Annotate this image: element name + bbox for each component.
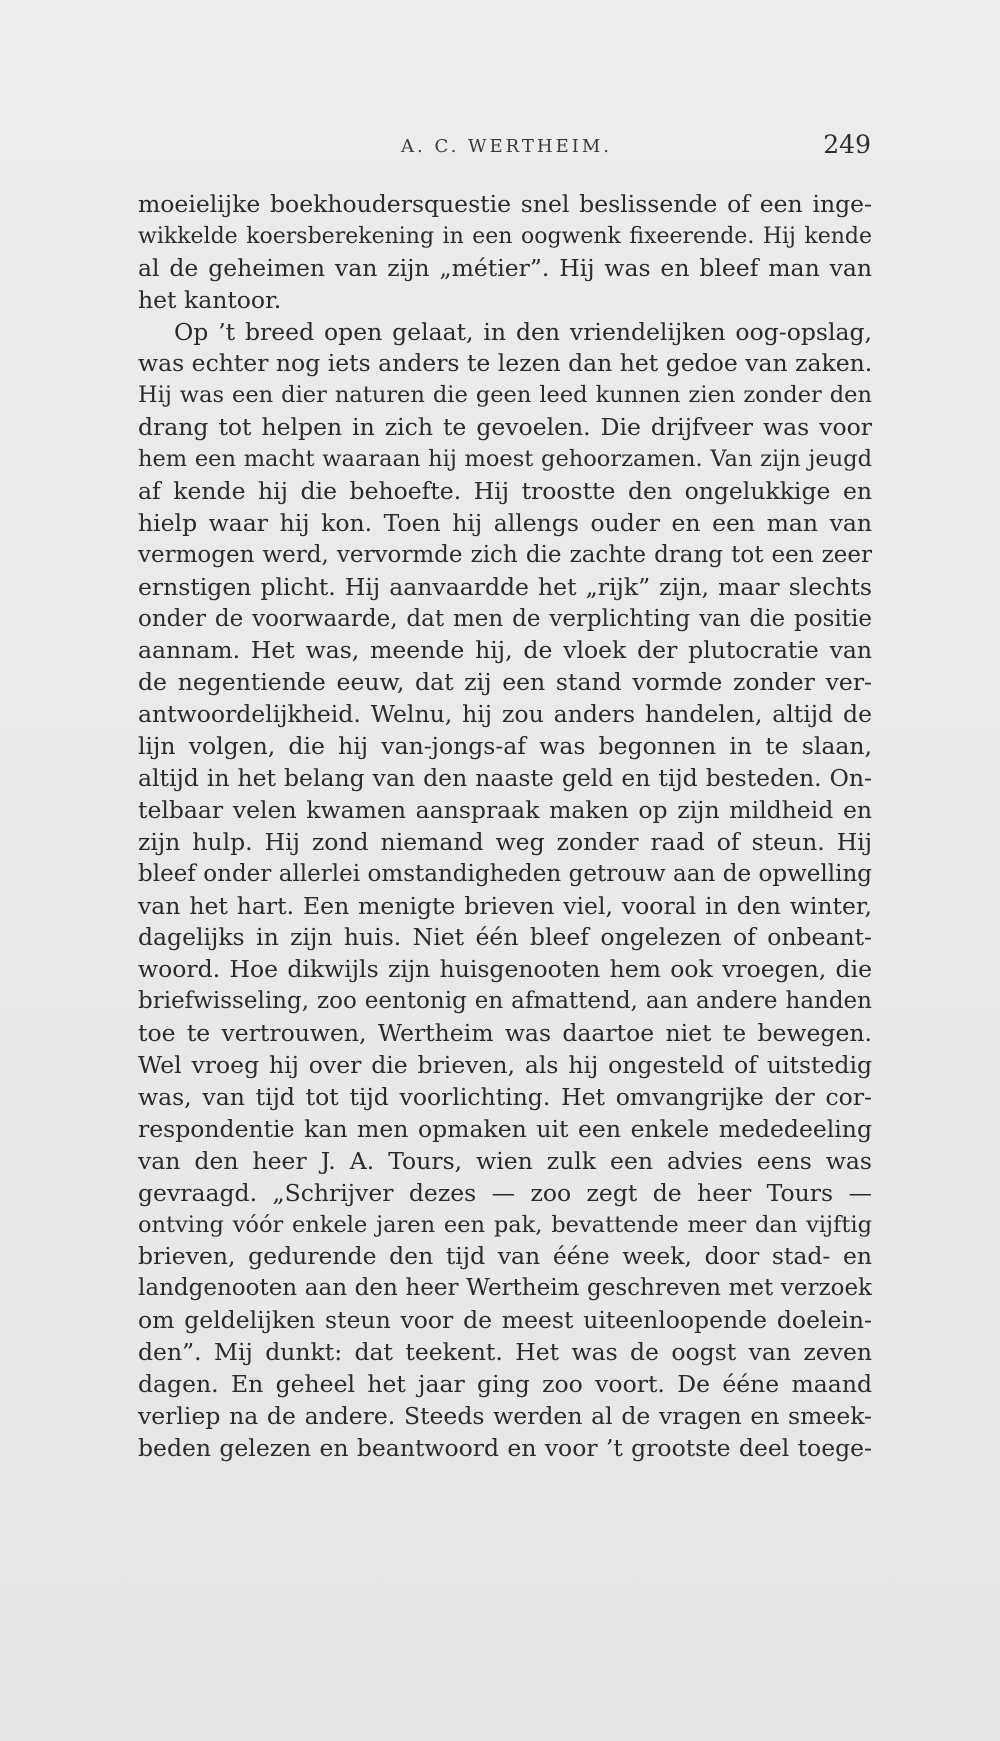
text-line: Op ’t breed open gelaat, in den vriendelijken oog-opslag, bbox=[174, 317, 872, 346]
text-line: de negentiende eeuw, dat zij een stand vormde zonder ver- bbox=[138, 668, 872, 697]
text-line: antwoordelijkheid. Welnu, hij zou anders handelen, altijd de bbox=[138, 700, 872, 729]
text-line: beden gelezen en beantwoord en voor ’t grootste deel toege- bbox=[138, 1433, 872, 1462]
running-head-author: A. C. WERTHEIM. bbox=[401, 136, 612, 157]
text-line: dagelijks in zijn huis. Niet één bleef ongelezen of onbeant- bbox=[138, 923, 872, 952]
text-line: bleef onder allerlei omstandigheden getrouw aan de opwelling bbox=[138, 860, 872, 887]
text-line: landgenooten aan den heer Wertheim geschreven met verzoek bbox=[138, 1275, 872, 1302]
text-line: ernstigen plicht. Hij aanvaardde het „rijk” zijn, maar slechts bbox=[138, 572, 872, 601]
text-line: den”. Mij dunkt: dat teekent. Het was de oogst van zeven bbox=[138, 1338, 872, 1367]
text-line: hielp waar hij kon. Toen hij allengs ouder en een man van bbox=[138, 508, 872, 537]
text-line: dagen. En geheel het jaar ging zoo voort. De ééne maand bbox=[138, 1369, 872, 1398]
text-line: aannam. Het was, meende hij, de vloek der plutocratie van bbox=[138, 636, 872, 665]
text-line: altijd in het belang van den naaste geld en tijd besteden. On- bbox=[138, 764, 872, 793]
text-line: brieven, gedurende den tijd van ééne week, door stad- en bbox=[138, 1242, 872, 1271]
text-line: vermogen werd, vervormde zich die zachte drang tot een zeer bbox=[138, 541, 872, 568]
text-line: was, van tijd tot tijd voorlichting. Het omvangrijke der cor- bbox=[138, 1082, 872, 1111]
text-line: woord. Hoe dikwijls zijn huisgenooten hem ook vroegen, die bbox=[138, 955, 872, 984]
body-text bbox=[138, 189, 872, 1465]
text-line: om geldelijken steun voor de meest uiteenloopende doelein- bbox=[138, 1306, 872, 1335]
text-line: het kantoor. bbox=[138, 285, 282, 314]
text-line: van den heer J. A. Tours, wien zulk een advies eens was bbox=[138, 1146, 872, 1175]
text-line: onder de voorwaarde, dat men de verplichting van die positie bbox=[138, 605, 872, 632]
text-line: gevraagd. „Schrijver dezes — zoo zegt de heer Tours — bbox=[138, 1178, 872, 1207]
text-line: zijn hulp. Hij zond niemand weg zonder raad of steun. Hij bbox=[138, 827, 872, 856]
text-line: briefwisseling, zoo eentonig en afmattend, aan andere handen bbox=[138, 988, 872, 1015]
text-line: hem een macht waaraan hij moest gehoorzamen. Van zijn jeugd bbox=[138, 446, 872, 473]
text-line: al de geheimen van zijn „métier”. Hij was en bleef man van bbox=[138, 253, 872, 282]
text-line: verliep na de andere. Steeds werden al de vragen en smeek- bbox=[138, 1401, 872, 1430]
text-line: moeielijke boekhoudersquestie snel beslissende of een inge- bbox=[138, 190, 872, 218]
text-line: af kende hij die behoefte. Hij troostte den ongelukkige en bbox=[138, 477, 872, 506]
text-line: wikkelde koersberekening in een oogwenk fixeerende. Hij kende bbox=[138, 223, 872, 249]
text-line: Wel vroeg hij over die brieven, als hij ongesteld of uitstedig bbox=[138, 1051, 872, 1080]
text-line: toe te vertrouwen, Wertheim was daartoe niet te bewegen. bbox=[138, 1019, 872, 1048]
page-number: 249 bbox=[823, 130, 871, 159]
text-line: drang tot helpen in zich te gevoelen. Die drijfveer was voor bbox=[138, 413, 872, 442]
text-line: van het hart. Een menigte brieven viel, vooral in den winter, bbox=[138, 891, 872, 920]
text-line: respondentie kan men opmaken uit een enkele mededeeling bbox=[138, 1114, 872, 1143]
text-line: Hij was een dier naturen die geen leed kunnen zien zonder den bbox=[138, 382, 872, 409]
text-line: was echter nog iets anders te lezen dan het gedoe van zaken. bbox=[138, 349, 873, 378]
text-line: ontving vóór enkele jaren een pak, bevattende meer dan vijftig bbox=[138, 1211, 872, 1238]
running-head bbox=[142, 130, 871, 166]
text-line: telbaar velen kwamen aanspraak maken op zijn mildheid en bbox=[138, 795, 872, 824]
text-line: lijn volgen, die hij van-jongs-af was begonnen in te slaan, bbox=[138, 732, 872, 761]
